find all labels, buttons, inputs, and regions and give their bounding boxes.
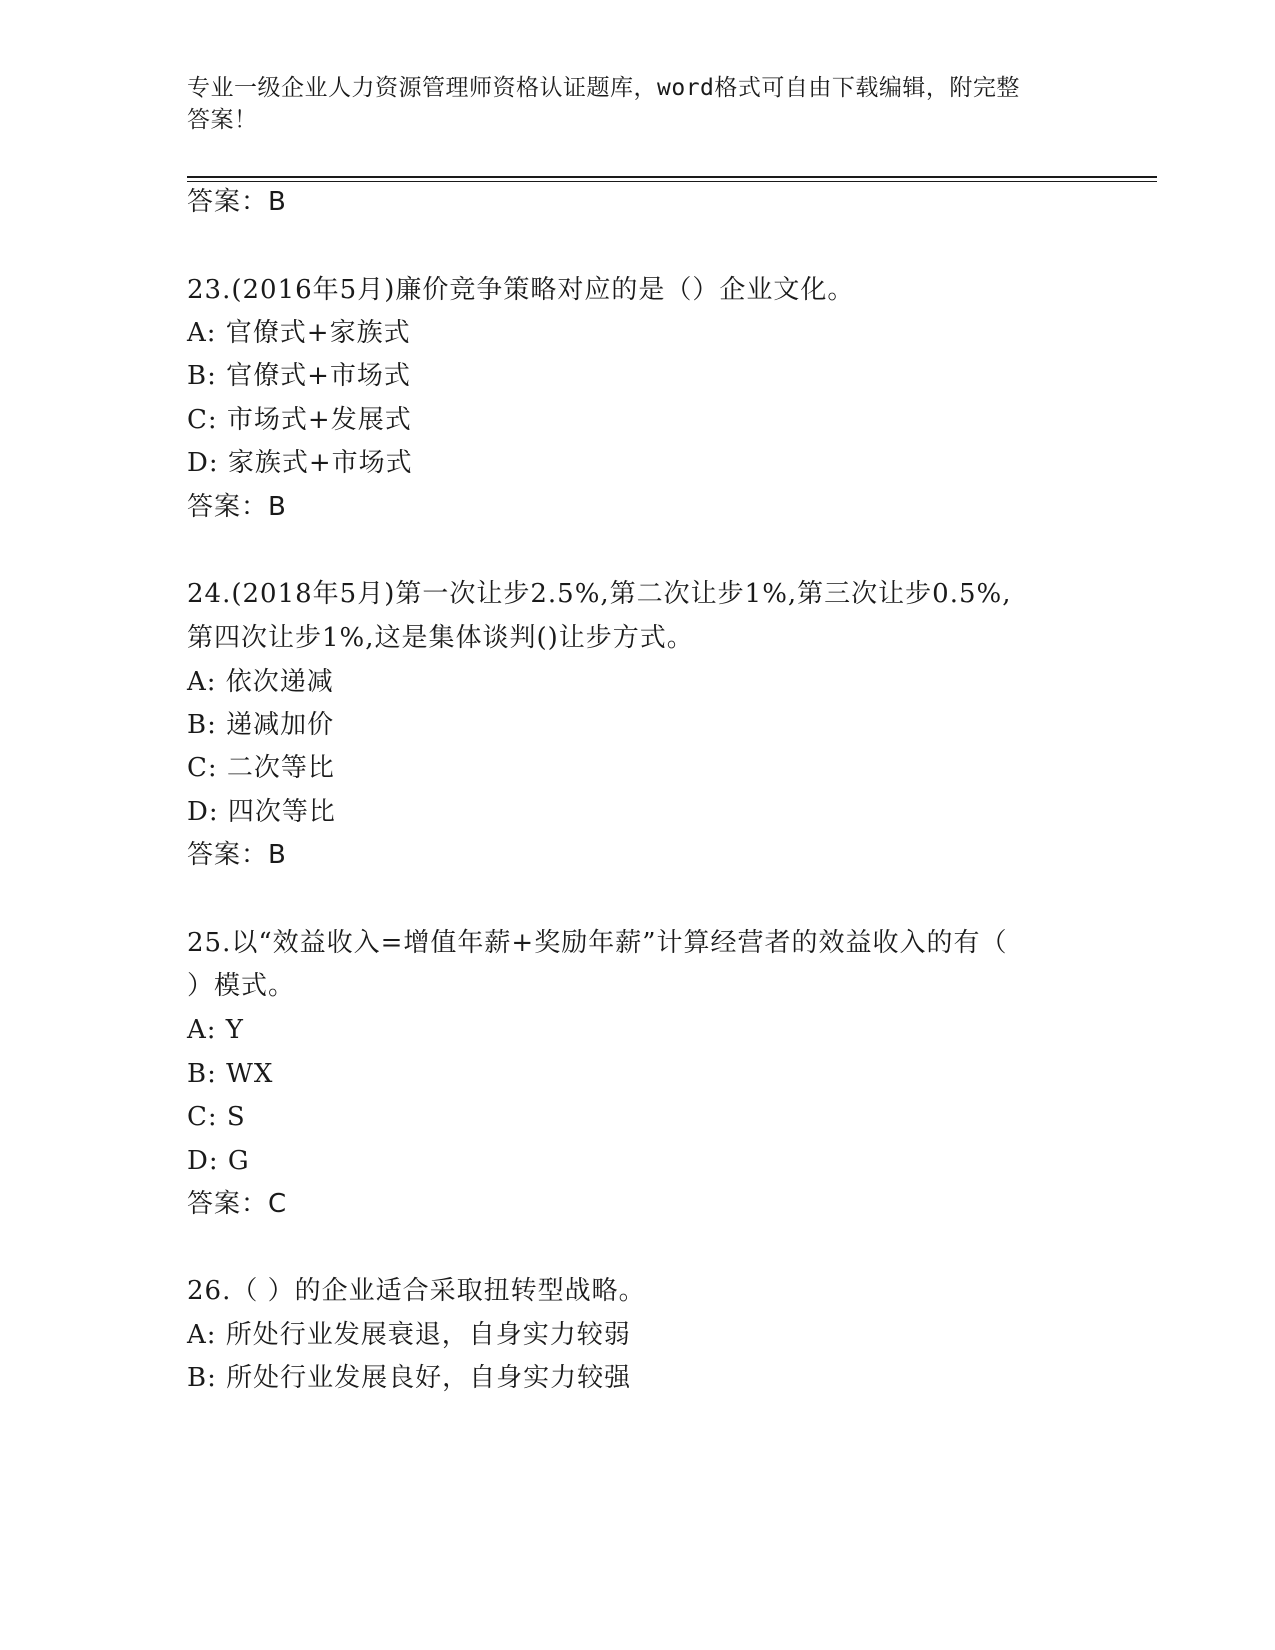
question-24-option-d: D: 四次等比	[187, 797, 336, 827]
header-line-1: 专业一级企业人力资源管理师资格认证题库，word格式可自由下载编辑，附完整	[187, 75, 1020, 101]
question-23-option-c: C: 市场式+发展式	[187, 405, 412, 435]
question-24-option-b: B: 递减加价	[187, 710, 335, 740]
question-26-option-a: A: 所处行业发展衰退，自身实力较弱	[187, 1320, 631, 1350]
question-23-option-d: D: 家族式+市场式	[187, 448, 413, 478]
document-header	[187, 72, 1067, 136]
question-23-option-a: A: 官僚式+家族式	[187, 318, 411, 348]
question-25-option-d: D: G	[187, 1146, 250, 1176]
answer-prev: 答案：B	[187, 187, 287, 217]
question-25-option-a: A: Y	[187, 1015, 244, 1045]
question-23-answer: 答案：B	[187, 492, 287, 522]
header-divider-thick	[187, 176, 1157, 178]
question-23-stem: 23.(2016年5月)廉价竞争策略对应的是（）企业文化。	[187, 275, 855, 305]
question-24-option-a: A: 依次递减	[187, 667, 334, 697]
header-divider-thin	[187, 181, 1157, 182]
question-24-option-c: C: 二次等比	[187, 753, 335, 783]
question-26-option-b: B: 所处行业发展良好，自身实力较强	[187, 1363, 632, 1393]
question-24-answer: 答案：B	[187, 840, 287, 870]
question-24-stem-line-2: 第四次让步1%,这是集体谈判()让步方式。	[187, 623, 694, 653]
question-25-option-c: C: S	[187, 1102, 246, 1132]
question-23-option-b: B: 官僚式+市场式	[187, 361, 411, 391]
question-26-stem: 26.（ ）的企业适合采取扭转型战略。	[187, 1276, 646, 1306]
question-25-option-b: B: WX	[187, 1059, 274, 1089]
question-24-stem-line-1: 24.(2018年5月)第一次让步2.5%,第二次让步1%,第三次让步0.5%,	[187, 579, 1012, 609]
question-25-answer: 答案：C	[187, 1189, 288, 1219]
question-25-stem-line-1: 25.以“效益收入=增值年薪+奖励年薪”计算经营者的效益收入的有（	[187, 928, 1008, 958]
question-25-stem-line-2: ）模式。	[187, 971, 296, 1001]
header-line-2: 答案！	[187, 107, 258, 133]
